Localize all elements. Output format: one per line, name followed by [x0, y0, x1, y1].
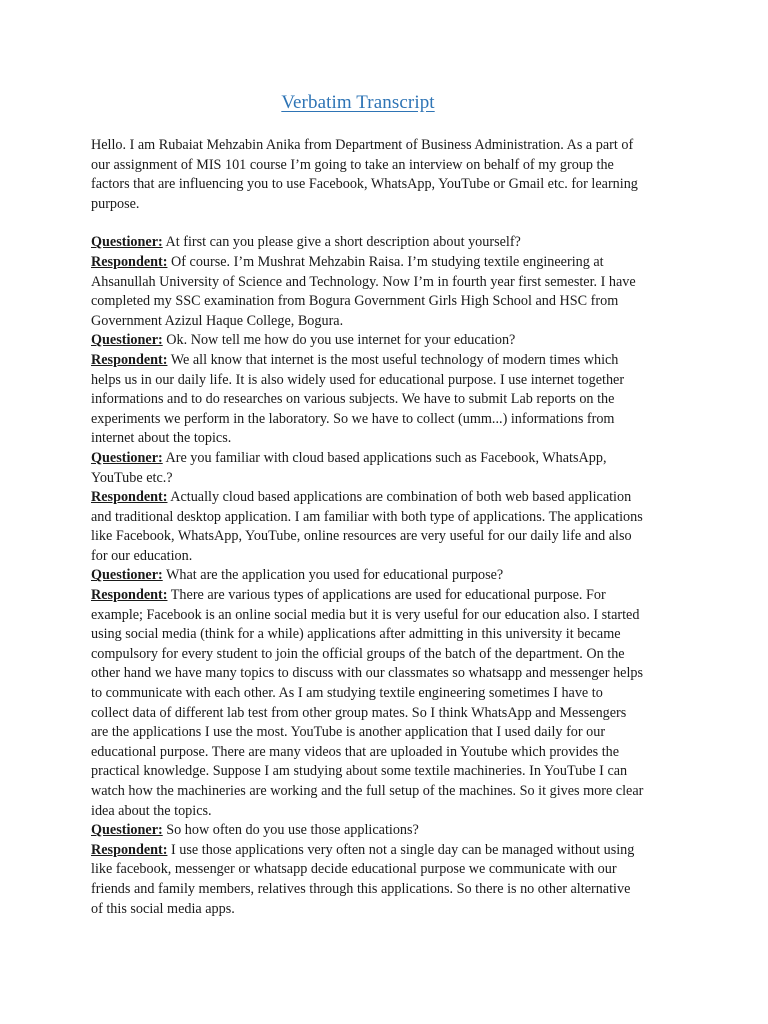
transcript-line: example; Facebook is an online social media but it is very useful for our education also. I started	[91, 606, 640, 623]
transcript-line	[91, 586, 683, 606]
transcript-line: of this social media apps.	[91, 900, 235, 917]
exchange-block	[91, 586, 683, 821]
transcript-line	[91, 233, 683, 253]
respondent-label: Respondent:	[91, 841, 168, 858]
exchange-block	[91, 331, 683, 351]
transcript-line	[91, 488, 683, 508]
transcript-line: experiments we perform in the laboratory. So we have to collect (umm...) informations from	[91, 410, 615, 427]
transcript-line: like Facebook, WhatsApp, YouTube, online resources are very useful for our daily life and also	[91, 528, 632, 545]
intro-line: purpose.	[91, 195, 140, 212]
transcript-line: internet about the topics.	[91, 430, 232, 447]
page-title: Verbatim Transcript	[281, 92, 435, 113]
transcript-line: friends and family members, relatives through this applications. So there is no other alternative	[91, 880, 631, 897]
line-text: I use those applications very often not a single day can be managed without using	[167, 841, 635, 858]
exchange-block	[91, 253, 683, 331]
exchange-block	[91, 351, 683, 449]
transcript-line: collect data of different lab test from other group mates. So I think WhatsApp and Messengers	[91, 704, 627, 721]
transcript-line: completed my SSC examination from Bogura Government Girls High School and HSC from	[91, 293, 619, 310]
exchanges-list	[91, 233, 683, 919]
line-text: Are you familiar with cloud based applications such as Facebook, WhatsApp,	[162, 449, 607, 466]
transcript-line: watch how the machineries are working and the full setup of the machines. So it gives more clear	[91, 783, 644, 799]
transcript-line: other hand we have many topics to discuss with our classmates so whatsapp and messenger helps	[91, 665, 644, 682]
transcript-body	[91, 136, 683, 919]
questioner-label: Questioner:	[91, 822, 163, 839]
exchange-block	[91, 449, 683, 488]
questioner-label: Questioner:	[91, 234, 163, 251]
transcript-line: YouTube etc.?	[91, 469, 173, 486]
line-text: What are the application you used for educational purpose?	[162, 567, 504, 584]
transcript-line: practical knowledge. Suppose I am studying about some textile machineries. In YouTube I can	[91, 763, 628, 780]
transcript-line	[91, 253, 683, 273]
line-text: We all know that internet is the most useful technology of modern times which	[167, 351, 619, 368]
transcript-line: and traditional desktop application. I am familiar with both type of applications. The applications	[91, 508, 643, 525]
transcript-line: are the applications I use the most. YouTube is another application that I used daily for our	[91, 724, 606, 741]
line-text: So how often do you use those applications?	[162, 822, 419, 839]
respondent-label: Respondent:	[91, 253, 168, 270]
line-text: Actually cloud based applications are combination of both web based application	[167, 489, 632, 506]
exchange-block	[91, 821, 683, 841]
transcript-line: for our education.	[91, 547, 193, 564]
line-text: Ok. Now tell me how do you use internet for your education?	[162, 332, 516, 349]
exchange-block	[91, 566, 683, 586]
transcript-line: to communicate with each other. As I am studying textile engineering sometimes I have to	[91, 685, 603, 702]
transcript-line	[91, 351, 683, 371]
line-text: Of course. I’m Mushrat Mehzabin Raisa. I’m studying textile engineering at	[167, 253, 604, 270]
line-text: There are various types of applications are used for educational purpose. For	[167, 587, 606, 604]
respondent-label: Respondent:	[91, 489, 168, 506]
transcript-line	[91, 821, 683, 841]
exchange-block	[91, 233, 683, 253]
transcript-line	[91, 841, 683, 861]
transcript-line: using social media (think for a while) applications after admitting in this university it became	[91, 626, 621, 643]
transcript-line	[91, 331, 683, 351]
questioner-label: Questioner:	[91, 332, 163, 349]
transcript-line: Government Azizul Haque College, Bogura.	[91, 312, 344, 329]
respondent-label: Respondent:	[91, 587, 168, 604]
questioner-label: Questioner:	[91, 449, 163, 466]
transcript-line: helps us in our daily life. It is also widely used for educational purpose. I use internet together	[91, 371, 625, 388]
questioner-label: Questioner:	[91, 567, 163, 584]
transcript-line: like facebook, messenger or whatsapp decide educational purpose we communicate with our	[91, 861, 617, 878]
exchange-block	[91, 488, 683, 566]
transcript-line: idea about the topics.	[91, 802, 212, 819]
exchange-block	[91, 841, 683, 919]
transcript-line: informations and to do researches on various subjects. We have to submit Lab reports on the	[91, 391, 615, 408]
transcript-line	[91, 449, 683, 469]
transcript-line: compulsory for every student to join the official groups of the batch of the department. On the	[91, 645, 625, 662]
transcript-line	[91, 566, 683, 586]
line-text: At first can you please give a short description about yourself?	[162, 234, 521, 251]
transcript-line: Ahsanullah University of Science and Technology. Now I’m in fourth year first semester. I have	[91, 273, 636, 290]
intro-line: Hello. I am Rubaiat Mehzabin Anika from Department of Business Administration. As a part of	[91, 137, 634, 153]
intro-paragraph	[91, 136, 683, 214]
transcript-line: educational purpose. There are many videos that are uploaded in Youtube which provides the	[91, 743, 620, 760]
intro-line: our assignment of MIS 101 course I’m going to take an interview on behalf of my group the	[91, 156, 614, 173]
respondent-label: Respondent:	[91, 351, 168, 368]
intro-line: factors that are influencing you to use Facebook, WhatsApp, YouTube or Gmail etc. for learning	[91, 176, 638, 193]
